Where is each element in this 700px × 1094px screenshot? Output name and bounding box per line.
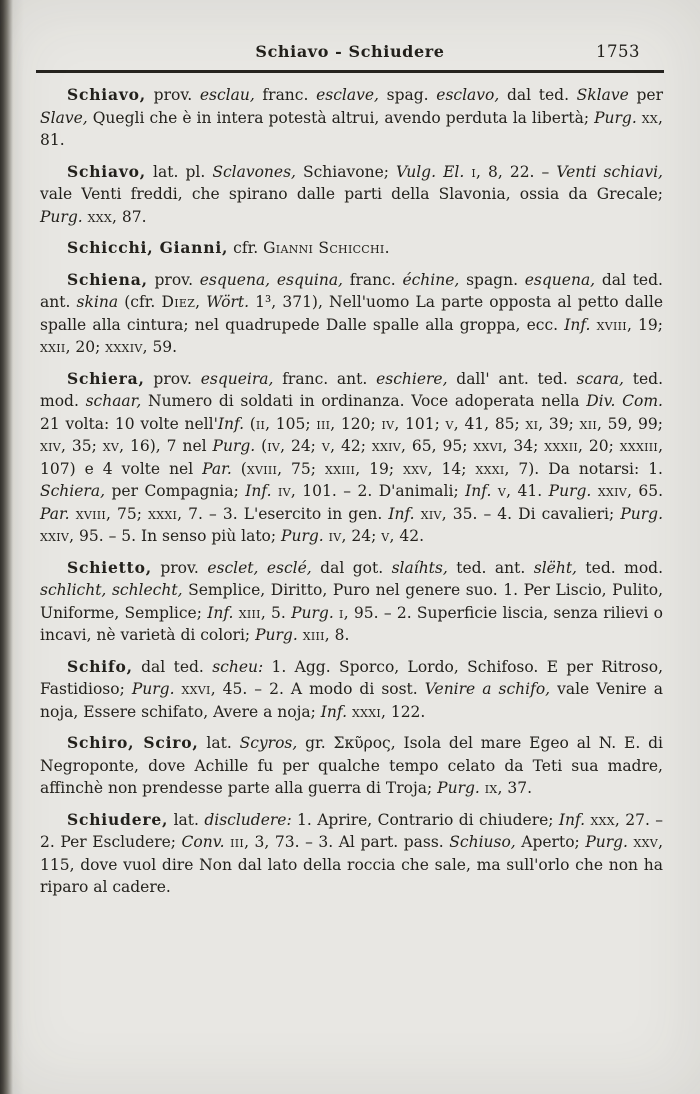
text-run: Purg. [620,504,663,523]
text-run: ii [255,414,266,433]
text-run: Slave, [40,108,88,127]
entry-headword: Schiena, [67,269,148,289]
text-run: , 20; [65,338,106,356]
text-run: , 7. – 3. L'esercito in gen. [177,504,389,523]
text-run: schlicht, schlecht, [40,581,183,599]
text-run: xiii [302,626,325,644]
text-run: xxvi [473,437,503,455]
text-run: spagn. [459,270,525,289]
text-run: Inf. [558,810,586,829]
text-run: xxxi [475,459,505,478]
text-run: , 34; [502,437,545,455]
text-run: eschiere, [376,369,448,388]
text-run: , 41, 85; [453,414,526,433]
text-run: , 115, dove vuol dire Non dal lato della roccia che sale, ma sull'orlo che non ha riparo al cadere. [40,833,663,896]
text-run: ( [255,437,268,455]
text-run: esqueira, [200,369,274,388]
text-run: Purg. [291,603,334,622]
text-run: xviii [75,504,107,523]
text-run: , 27. – 2. Per Escludere; [40,810,663,851]
text-run: xviii [596,315,627,334]
text-run: Conv. [181,833,225,851]
text-run: iv [328,527,342,545]
text-run: per Compagnia; [105,482,246,500]
text-run: , 37. [497,779,533,797]
text-run: xxiii [325,459,356,478]
text-run: lat. pl. [145,162,213,181]
text-run: , 95. – 5. In senso più lato; [69,527,282,545]
text-run: xxxiv [105,338,143,356]
text-run: , 59. [142,338,178,356]
text-run: prov. [147,270,200,289]
text-run: iii [316,414,331,433]
text-run: xx [641,108,659,127]
text-run: prov. [151,558,208,577]
text-run: Venire a schifo, [424,680,551,698]
text-run: Wört. [206,293,250,311]
dictionary-entry [40,732,663,800]
text-run: Purg. [585,833,628,851]
text-run: xxiv [597,482,627,500]
text-run: , 8. [324,626,350,644]
entry-headword: Schiavo, [67,161,146,181]
text-run: Inf. [207,603,234,622]
text-run: Purg. [437,779,480,797]
text-run: xviii [246,459,278,478]
entry-headword: Schiera, [67,368,145,388]
text-run: xxiv [40,527,70,545]
text-run: Purg. [548,482,592,500]
text-run: per [628,86,663,104]
text-run: xiv [40,437,62,455]
text-run: Inf. [217,414,245,433]
text-run: , 39; [538,414,580,433]
text-run: xxiv [371,437,402,455]
entry-headword: Schifo, [67,656,133,676]
dictionary-entry [40,656,663,724]
text-run: échine, [402,270,460,289]
text-run: , 35. – 4. Di cavalieri; [441,504,621,523]
text-run: scara, [576,369,624,388]
text-run: , 5. [260,603,292,622]
text-run: vale Venire a noja, Essere schifato, Avere a noja; [40,680,663,721]
text-run: 1. Agg. Sporco, Lordo, Schifoso. E per Ritroso, Fastidioso; [40,657,664,698]
text-run: iv [381,414,395,433]
text-run: Venti schiavi, [556,162,663,181]
text-run: cfr. [228,239,264,257]
text-run: lat. [198,734,240,752]
text-run: , 42; [330,437,372,455]
text-run: esclet, esclé, [207,558,312,577]
text-run: Purg. [131,680,175,698]
text-run: Numero di soldati in ordinanza. Voce adoperata nella [141,392,587,410]
text-run: Aperto; [515,833,586,851]
text-run: Gianni Schicchi [263,239,385,257]
text-run: Purg. [40,207,83,226]
text-run: esquena, esquina, [199,270,343,289]
text-run: Scyros, [239,734,298,752]
entry-headword: Schiro, Sciro, [67,733,199,752]
text-run: iii [230,833,245,851]
text-run: franc. [254,86,317,104]
text-run: xxv [403,459,428,478]
text-run: Inf. [564,315,591,334]
text-run: xiii [238,603,261,622]
text-run: xxxi [351,702,381,721]
text-run: , 8, 22. – [476,162,557,181]
text-run: prov. [144,369,201,388]
text-run: , 20; [577,437,620,455]
text-run: Sklave [576,86,629,104]
text-run: vale Venti freddi, che spirano dalle parti della Slavonia, ossia da Grecale; [40,185,663,203]
text-run: dal ted. [132,657,213,676]
text-run: Purg. [281,527,324,545]
text-run: dall' ant. ted. [447,369,577,388]
text-run: ted. mod. [40,369,663,410]
text-run: slaíhts, [391,558,448,577]
text-run: discludere: [204,810,292,829]
text-run: 1. Aprire, Contrario di chiudere; [291,810,559,829]
text-run: Vulg. El. [396,162,465,181]
header-title: Schiavo - Schiudere [255,42,445,61]
text-run: , 81. [40,108,663,149]
text-run: xii [579,414,598,433]
text-run: xxx [87,207,113,226]
text-run: , 42. [389,527,425,545]
text-run: i [471,162,476,181]
text-run: esclave, [316,86,379,104]
text-run: , 41. [506,482,549,500]
text-run: , 3, 73. – 3. Al part. pass. [244,833,450,851]
text-run: , 105; [265,414,317,433]
text-run: , 7). Da notarsi: 1. [504,459,663,478]
text-run: lat. [168,810,205,829]
text-run: Semplice, Diritto, Puro nel genere suo. 1. Per Liscio, Pulito, Uniforme, Semplice; [40,581,663,622]
text-run: , 107) e 4 volte nel [40,437,664,478]
text-run: ( [231,459,247,478]
text-run: , 24; [280,437,322,455]
running-header [0,42,700,64]
text-run: . [384,239,390,257]
text-run: , 101; [394,414,446,433]
text-run: 1³, 371), Nell'uomo La parte opposta al petto dalle spalle alla cintura; nel quadrupede Dalle spalle alla groppa, ecc. [40,293,664,334]
text-run: iv [267,437,281,455]
text-run: ted. mod. [576,558,663,577]
text-run: scheu: [212,657,264,676]
text-run: Inf. [320,702,347,721]
entry-headword: Schiudere, [67,809,169,829]
text-run: Purg. [255,626,298,644]
dictionary-entry [40,557,663,647]
header-rule [36,70,664,73]
text-run: (cfr. [118,293,162,311]
text-run [175,680,182,698]
text-run: v [497,482,507,500]
dictionary-entry [40,237,663,260]
text-run: , 75; [106,504,149,523]
text-run: , 95. – 2. Superficie liscia, senza rilievi o incavi, nè varietà di colori; [40,603,663,644]
text-run: , 59, 99; [597,414,663,433]
text-run: , 19; [355,459,404,478]
text-run: Inf. [388,504,415,523]
text-run: dal got. [311,558,392,577]
text-run: , 65. [626,482,664,500]
text-run: Schiavone; [295,162,397,181]
text-run: franc. ant. [273,369,377,388]
page-number: 1753 [596,42,640,61]
text-run: , 35; [61,437,103,455]
binding-shadow [0,0,24,1094]
text-run: xxx [590,810,615,829]
dictionary-entry [40,84,663,152]
dictionary-entry [40,368,663,548]
dictionary-entry [40,161,663,229]
text-run: esclau, [199,86,255,104]
text-run: 21 volta: 10 volte nell' [40,414,218,433]
text-run: xxxi [148,504,178,523]
text-run: xxvi [181,680,211,698]
dictionary-entry [40,809,663,899]
text-run: , 75; [277,459,325,478]
text-run: spag. [378,86,437,104]
entries-container [40,84,663,908]
text-run: esclavo, [436,86,500,104]
text-run: Div. Com. [586,392,663,410]
text-run: v [445,414,454,433]
text-run: franc. [342,270,403,289]
text-run: gr. Σκῦρος, Isola del mare Egeo al N. E. di Negroponte, dove Achille fu per qualche tempo celato da Teti sua madre, affinchè non prendesse parte alla guerra di Troja; [40,734,663,797]
text-run: , 87. [112,207,147,226]
text-run: Sclavones, [212,162,296,181]
text-run: dal ted. ant. [40,270,663,311]
text-run: Inf. [465,482,492,500]
text-run: Diez [161,293,196,311]
text-run: Inf. [245,482,272,500]
text-run: , 45. – 2. A modo di sost. [210,680,425,698]
text-run: Schiuso, [449,833,516,851]
text-run: i [339,603,344,622]
text-run: , 122. [380,702,426,721]
text-run: ted. ant. [447,558,534,577]
text-run: Par. [40,504,70,523]
dictionary-entry [40,269,663,359]
text-run: Par. [202,459,232,478]
text-run: , 14; [427,459,476,478]
text-run: slëht, [533,558,577,577]
text-run: iv [278,482,291,500]
text-run: , 101. – 2. D'animali; [290,482,466,500]
text-run: v [321,437,331,455]
text-run: , 19; [626,315,663,334]
text-run: xxv [633,833,659,851]
text-run: esquena, [524,270,596,289]
text-run: , 65, 95; [401,437,474,455]
text-run: skina [76,293,119,311]
entry-headword: Schicchi, Gianni, [67,238,229,257]
text-run: Purg. [594,108,637,127]
text-run: Schiera, [40,482,105,500]
text-run: v [381,527,390,545]
text-run: ( [244,414,256,433]
text-run: xxii [40,338,66,356]
text-run: dal ted. [499,86,577,104]
text-run: xi [525,414,539,433]
text-run: , 120; [330,414,382,433]
text-run: ix [484,779,498,797]
text-run: xv [102,437,120,455]
text-run: xiv [420,504,442,523]
text-run: prov. [145,86,200,104]
entry-headword: Schiavo, [67,85,146,104]
entry-headword: Schietto, [67,557,152,577]
text-run: xxxii [544,437,578,455]
text-run: xxxiii [619,437,659,455]
text-run: schaar, [85,392,142,410]
text-run: , [195,293,207,311]
text-run: , 16), 7 nel [119,437,213,455]
text-run: Quegli che è in intera potestà altrui, avendo perduta la libertà; [87,108,595,127]
text-run: , 24; [341,527,382,545]
text-run: Purg. [212,437,256,455]
